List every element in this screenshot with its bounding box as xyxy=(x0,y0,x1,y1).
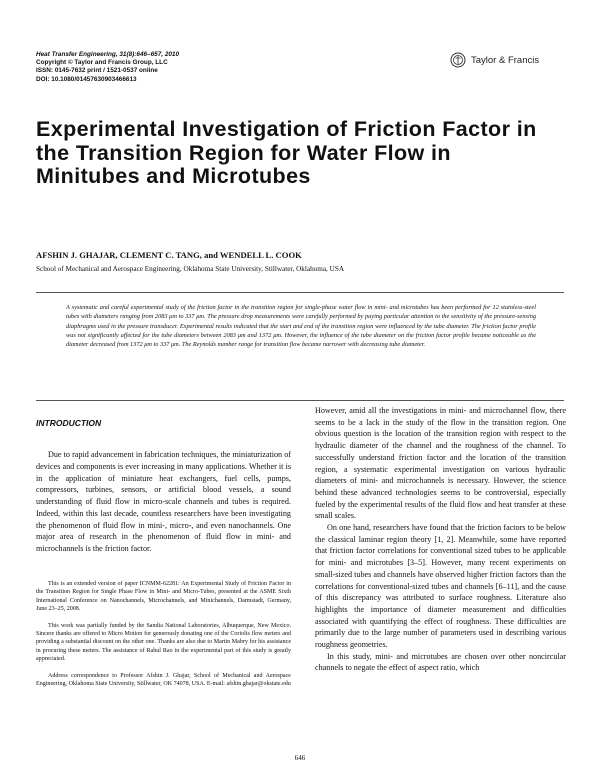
page-number: 646 xyxy=(294,754,306,762)
publisher-name: Taylor & Francis xyxy=(471,54,540,66)
author-affiliation: School of Mechanical and Aerospace Engineering, Oklahoma State University, Stillwater, Oklahoma, USA xyxy=(36,265,345,273)
footnote-extended-version: This is an extended version of paper ICNMM-62281: An Experimental Study of Friction Factor in the Transition Region for Single Phase Flow in Mini- and Micro-Tubes, presented at the ASME Sixth International Conference on Nanochannels, Microchannels, and Minichannels, Darmstadt, Germany, June 23–25, 2008. xyxy=(36,581,291,613)
article-title: Experimental Investigation of Friction Factor in the Transition Region for Water Flow in Minitubes and Microtubes xyxy=(36,117,537,188)
publisher-logo[interactable] xyxy=(450,50,570,70)
introduction-paragraph: Due to rapid advancement in fabrication techniques, the miniaturization of devices and components is ever increasing in many applications. Whether it is in the application of miniature heat exchangers, fuel cells, pumps, compressors, turbines, sensors, or artificial blood vessels, a sound understanding of fluid flow in micro-scale channels and tubes is required. Indeed, within this last decade, countless researchers have been investigating the phenomenon of fluid flow in mini-, micro-, and even nanochannels. One major area of research in the phenomenon of fluid flow in mini- and microchannels is the friction factor. xyxy=(36,450,291,553)
article-authors: AFSHIN J. GHAJAR, CLEMENT C. TANG, and WENDELL L. COOK xyxy=(36,250,302,260)
journal-copyright: Copyright © Taylor and Francis Group, LLC xyxy=(36,59,168,67)
introduction-heading: INTRODUCTION xyxy=(36,418,102,428)
journal-citation: Heat Transfer Engineering, 31(8):646–657, 2010 xyxy=(36,51,180,58)
abstract: A systematic and careful experimental study of the friction factor in the transition region for single-phase water flow in mini- and microtubes has been performed for 12 stainless-steel tubes with diameters ranging from 2083 μm to 337 μm. The pressure drop measurements were carefully performed by paying particular attention to the sensitivity of the pressure-sensing diaphragms used in the pressure transducer. Experimental results indicated that the start and end of the transition region were influenced by the tube diameter. The friction factor profile was not significantly affected for the tube diameters between 2083 μm and 1372 μm. However, the influence of the tube diameter on the friction factor profile became noticeable as the diameter decreased from 1372 μm to 337 μm. The Reynolds number range for transition flow became narrower with decreasing tube diameter. xyxy=(66,304,536,348)
journal-header xyxy=(36,51,336,84)
abstract-top-rule xyxy=(36,292,564,293)
abstract-bottom-rule xyxy=(36,400,564,401)
footnote-correspondence: Address correspondence to Professor Afshin J. Ghajar, School of Mechanical and Aerospace Engineering, Oklahoma State University, Stillwater, OK 74078, USA. E-mail: afshin.ghajar@okstate.edu xyxy=(36,672,291,688)
right-column xyxy=(315,405,566,674)
footnote-acknowledgement: This work was partially funded by the Sandia National Laboratories, Albuquerque, New Mexico. Sincere thanks are offered to Micro Motion for generously donating one of the Coriolis flow meters and providing a substantial discount on the other one. Thanks are also due to Martin Mabry for his assistance in procuring these meters. The assistance of Rahul Rao in the experimental part of this study is greatly appreciated. xyxy=(36,622,291,663)
journal-doi[interactable]: DOI: 10.1080/01457630903466613 xyxy=(36,75,137,83)
journal-issn: ISSN: 0145-7632 print / 1521-0537 online xyxy=(36,67,158,75)
body-paragraph: In this study, mini- and microtubes are chosen over other noncircular channels to negate the effect of aspect ratio, which xyxy=(315,651,566,673)
footnotes xyxy=(36,580,291,696)
body-paragraph: On one hand, researchers have found that the friction factors to be below the classical laminar region theory [1, 2]. Meanwhile, some have reported that friction factor correlations for conventional sized tubes to be applicable for mini- and microtubes [3–5]. However, many recent experiments on small-sized tubes and channels have observed higher friction factors than the correlations for conventional-sized tubes and channels [6–11], and the cause of this discrepancy was attributed to surface roughness. Literature also highlights the importance of diameter measurement and difficulties associated with quantifying the effect of roughness. These difficulties are primarily due to the large number of parameters used in describing various roughness geometries. xyxy=(315,523,566,650)
left-column xyxy=(36,418,291,555)
body-paragraph: However, amid all the investigations in mini- and microchannel flow, there seems to be a lack in the study of the flow in the transition region. One obvious question is the location of the transition region with respect to the hydraulic diameter of the channel and the roughness of the channel. To successfully understand friction factor and the location of the transition region, a systematic experimental investigation on various hydraulic diameters of mini- and microchannels is necessary. However, the science behind these advanced technologies seems to be controversial, especially fueled by the experimental results of the fluid flow and heat transfer at these small scales. xyxy=(315,406,566,521)
taylor-francis-logo-icon xyxy=(450,52,466,68)
